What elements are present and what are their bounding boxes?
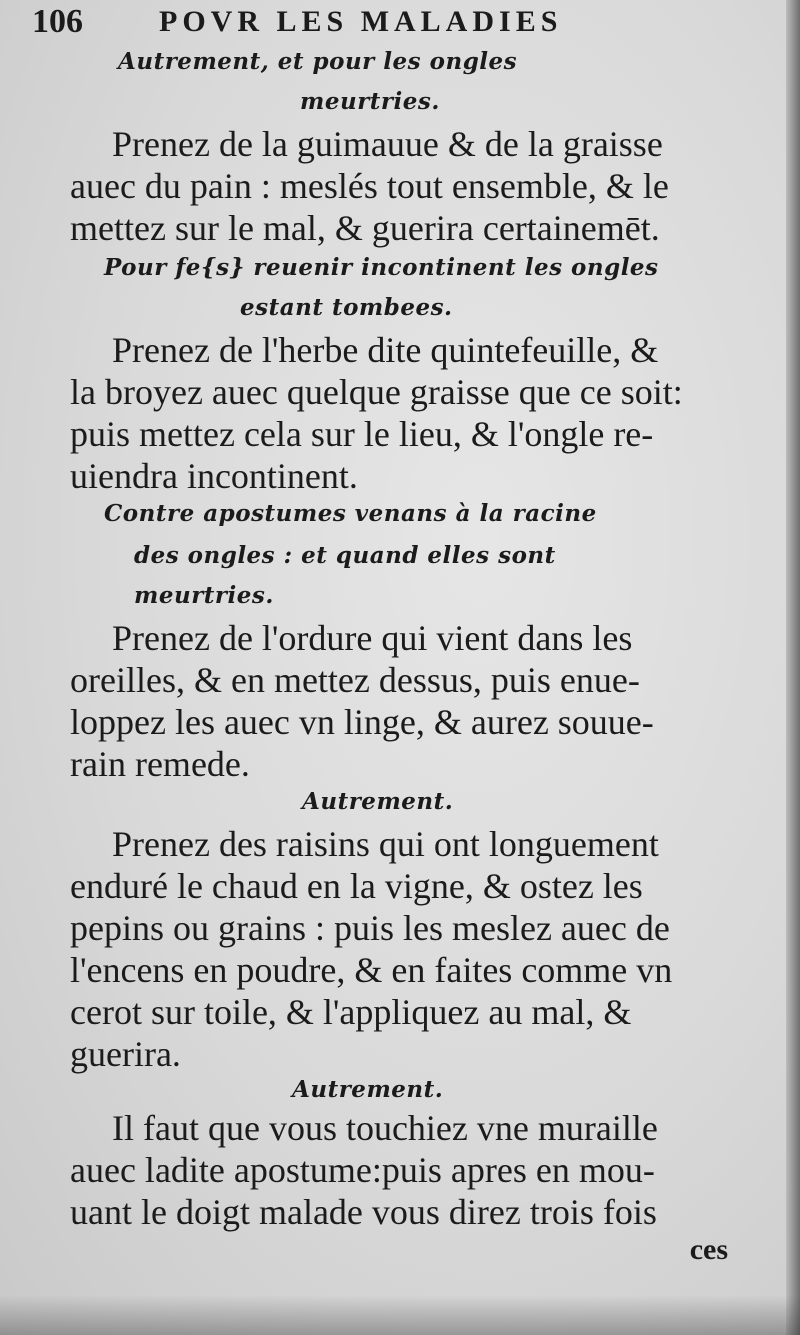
section-heading: Autrement. — [302, 788, 454, 815]
section-heading: Pour fe{s} reuenir incontinent les ongles — [104, 254, 659, 281]
text-line: l'encens en poudre, & en faites comme vn — [70, 950, 673, 990]
text-line: loppez les auec vn linge, & aurez souue- — [70, 702, 654, 742]
text-line: Prenez de la guimauue & de la graisse — [112, 124, 663, 164]
catchword: ces — [689, 1233, 728, 1266]
text-line: cerot sur toile, & l'appliquez au mal, & — [70, 992, 632, 1032]
running-title: POVR LES MALADIES — [159, 5, 563, 38]
section-heading: meurtries. — [300, 88, 440, 115]
page-number: 106 — [32, 3, 83, 40]
text-line: puis mettez cela sur le lieu, & l'ongle re- — [70, 414, 654, 454]
text-line: Prenez de l'ordure qui vient dans les — [112, 618, 633, 658]
page-edge-shadow — [786, 0, 800, 1335]
text-line: auec du pain : meslés tout ensemble, & le — [70, 166, 669, 206]
running-head — [32, 2, 732, 42]
text-line: oreilles, & en mettez dessus, puis enue- — [70, 660, 640, 700]
section-heading: estant tombees. — [240, 294, 453, 321]
text-line: uiendra incontinent. — [70, 456, 358, 496]
text-line: auec ladite apostume:puis apres en mou- — [70, 1150, 655, 1190]
section-heading: des ongles : et quand elles sont — [134, 542, 556, 569]
section-heading: meurtries. — [134, 582, 274, 609]
text-line: Prenez de l'herbe dite quintefeuille, & — [112, 330, 659, 370]
text-line: Prenez des raisins qui ont longuement — [112, 824, 659, 864]
text-line: rain remede. — [70, 744, 250, 784]
text-line: pepins ou grains : puis les meslez auec de — [70, 908, 670, 948]
text-line: Il faut que vous touchiez vne muraille — [112, 1108, 658, 1148]
section-heading: Contre apostumes venans à la racine — [104, 500, 597, 527]
text-line: guerira. — [70, 1034, 181, 1074]
page-bottom-shadow — [0, 1295, 800, 1335]
text-line: la broyez auec quelque graisse que ce soit: — [70, 372, 683, 412]
text-line: mettez sur le mal, & guerira certainemēt. — [70, 208, 660, 248]
text-line: enduré le chaud en la vigne, & ostez les — [70, 866, 643, 906]
section-heading: Autrement. — [292, 1076, 444, 1103]
text-line: uant le doigt malade vous direz trois fois — [70, 1192, 657, 1232]
section-heading: Autrement, et pour les ongles — [118, 48, 518, 75]
